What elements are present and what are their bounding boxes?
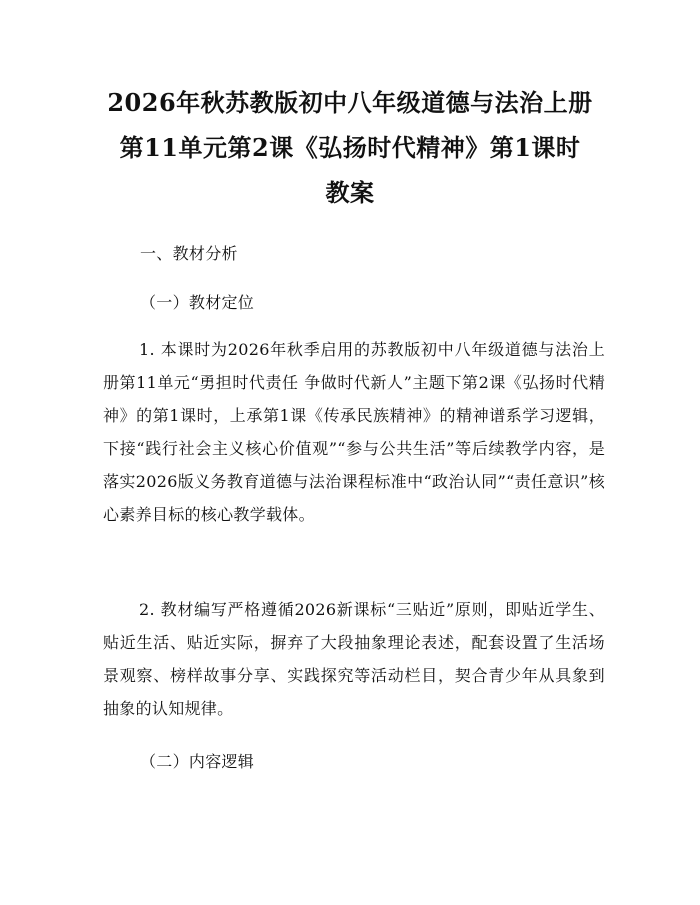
title-line-3: 教案 bbox=[325, 178, 375, 207]
section-heading-analysis: 一、教材分析 bbox=[140, 244, 238, 263]
paragraph-positioning-1: 1. 本课时为2026年秋季启用的苏教版初中八年级道德与法治上册第11单元“勇担时代责任 争做时代新人”主题下第2课《弘扬时代精神》的第1课时，上承第1课《传承民族精神》的精神谱系学习逻辑，下接“践行社会主义核心价值观”“参与公共生活”等后续教学内容，是落实2026版义务教育道德与法治课程标准中“政治认同”“责任意识”核心素养目标的核心教学载体。 bbox=[103, 340, 605, 524]
title-line-1: 2026年秋苏教版初中八年级道德与法治上册 bbox=[107, 88, 593, 117]
paragraph-positioning-2: 2. 教材编写严格遵循2026新课标“三贴近”原则，即贴近学生、贴近生活、贴近实际，摒弃了大段抽象理论表述，配套设置了生活场景观察、榜样故事分享、实践探究等活动栏目，契合青少年从具象到抽象的认知规律。 bbox=[103, 600, 605, 718]
document-title bbox=[90, 80, 610, 215]
title-line-2: 第11单元第2课《弘扬时代精神》第1课时 bbox=[119, 133, 581, 162]
subsection-heading-logic: （二）内容逻辑 bbox=[140, 752, 255, 771]
subsection-heading-positioning: （一）教材定位 bbox=[140, 293, 255, 312]
